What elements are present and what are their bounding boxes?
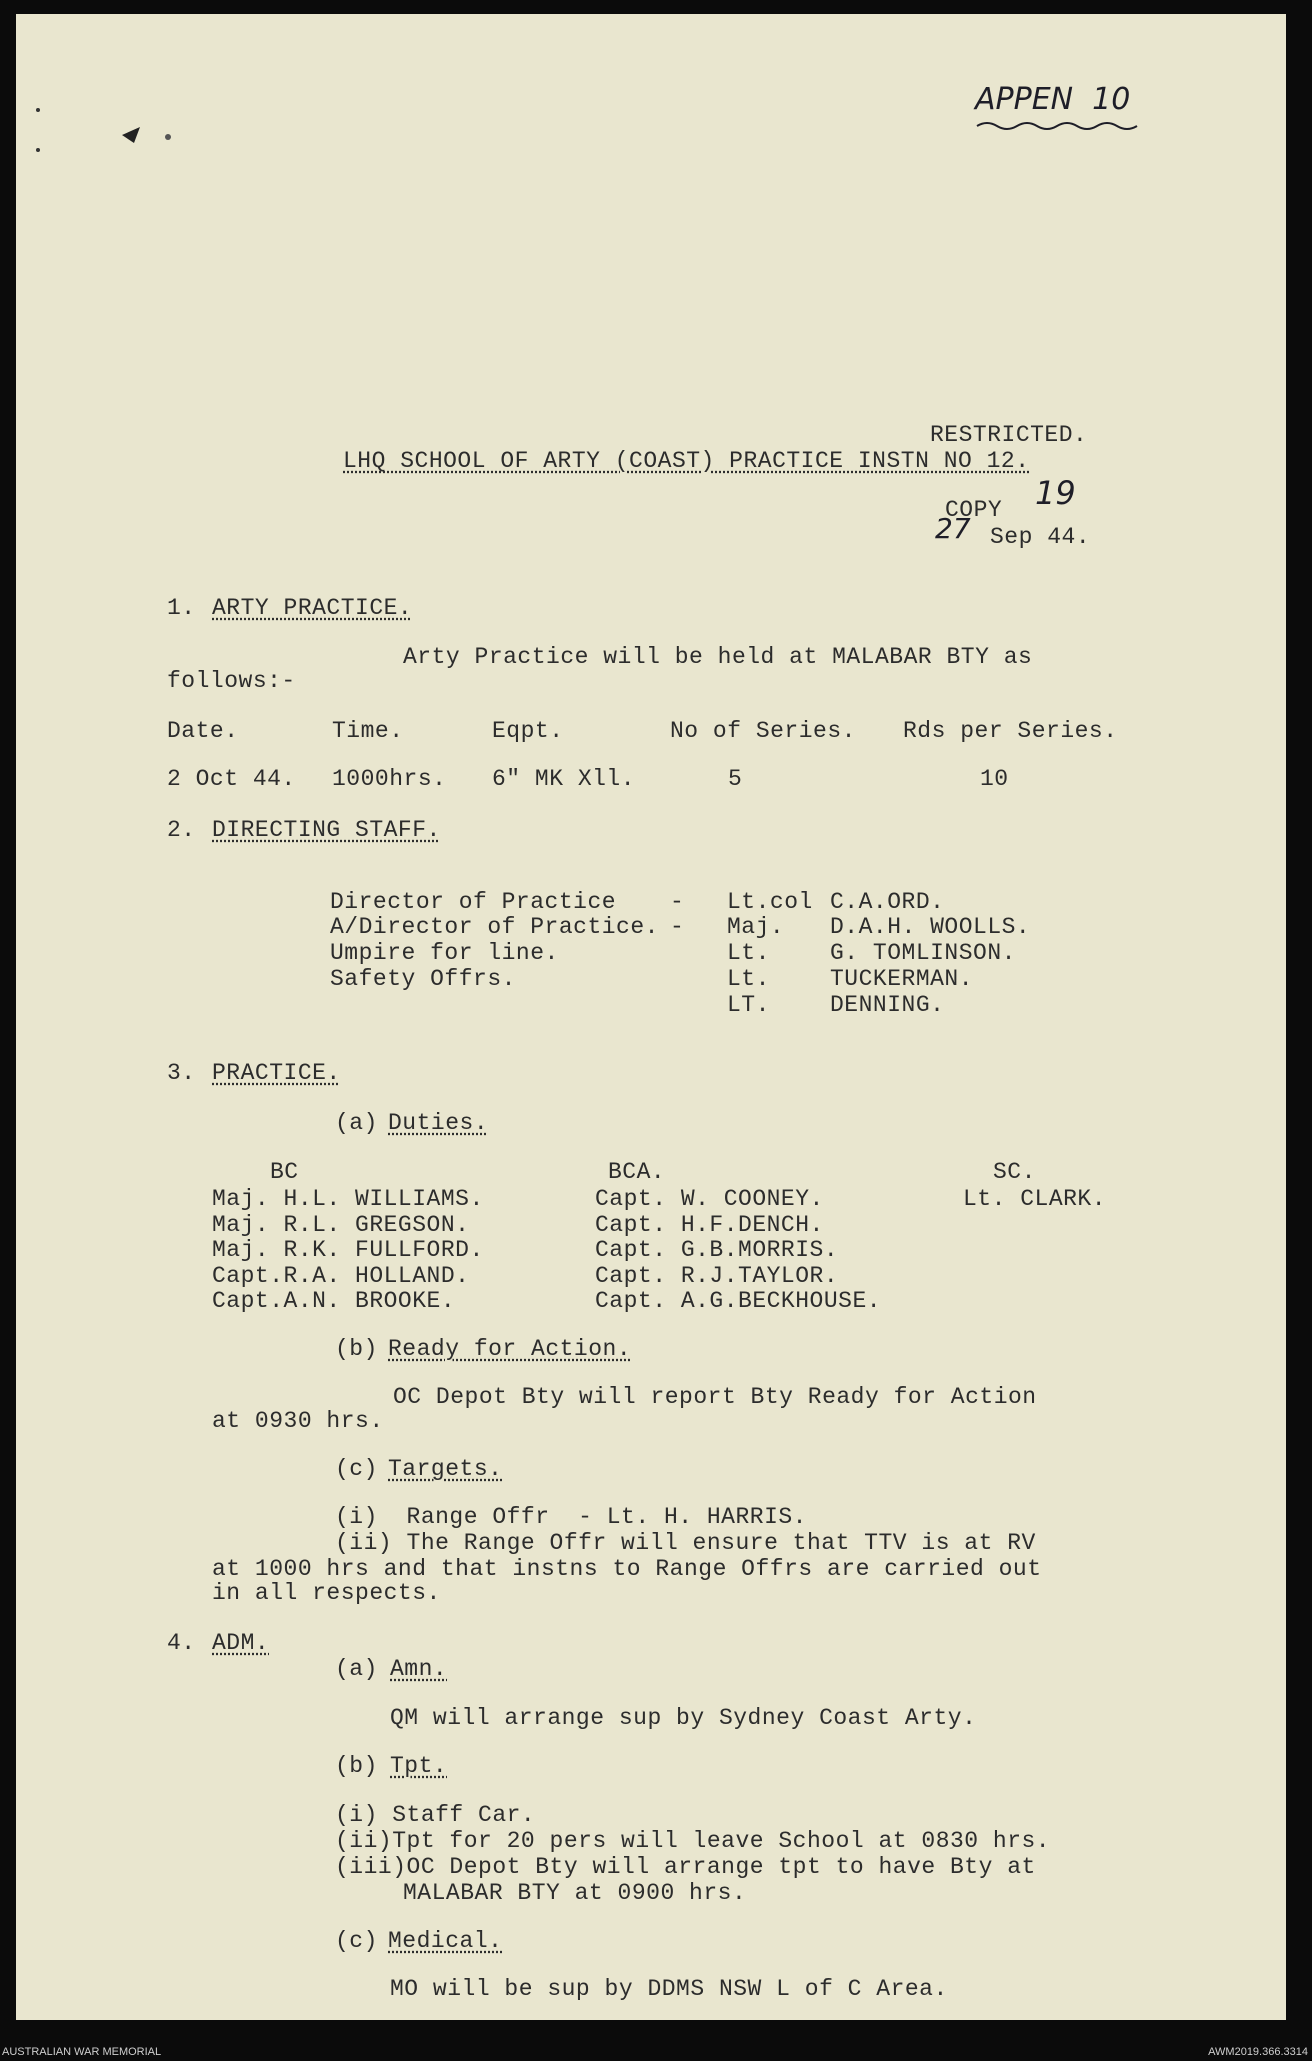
section-number: 3.: [167, 1060, 196, 1086]
section-heading: DIRECTING STAFF.: [212, 817, 441, 843]
subsection-label: (c): [335, 1928, 378, 1954]
tpt-item: (iii)OC Depot Bty will arrange tpt to have Bty at: [335, 1854, 1036, 1880]
staff-sep: -: [670, 914, 685, 940]
subsection-heading: Medical.: [388, 1928, 503, 1954]
staff-rank: Lt.: [727, 940, 770, 966]
cell-time: 1000hrs.: [332, 766, 447, 792]
bc-officer: Maj. H.L. WILLIAMS.: [212, 1186, 484, 1212]
handwritten-date-number: 27: [935, 512, 971, 545]
paper-tear-mark: [122, 127, 140, 143]
subsection-heading: Amn.: [390, 1656, 448, 1682]
bc-officer: Capt.A.N. BROOKE.: [212, 1288, 456, 1314]
col-header-eqpt: Eqpt.: [492, 718, 564, 744]
cell-series: 5: [728, 766, 743, 792]
practice-intro-cont: follows:-: [167, 668, 296, 694]
subsection-heading: Targets.: [388, 1456, 503, 1482]
bca-officer: Capt. R.J.TAYLOR.: [595, 1263, 839, 1289]
section-heading: PRACTICE.: [212, 1060, 341, 1086]
cell-date: 2 Oct 44.: [167, 766, 296, 792]
document-date: Sep 44.: [990, 524, 1091, 550]
ready-text-cont: at 0930 hrs.: [212, 1408, 384, 1434]
staff-rank: Lt.: [727, 966, 770, 992]
ready-text: OC Depot Bty will report Bty Ready for Action: [393, 1384, 1037, 1410]
staff-sep: -: [670, 889, 685, 915]
targets-item: (ii) The Range Offr will ensure that TTV is at RV: [335, 1530, 1036, 1556]
binder-marks: [30, 90, 180, 190]
staff-name: TUCKERMAN.: [830, 966, 974, 992]
sc-officer: Lt. CLARK.: [963, 1186, 1107, 1212]
classification-label: RESTRICTED.: [930, 422, 1088, 448]
binder-hole: [36, 148, 40, 152]
targets-item-cont: in all respects.: [212, 1580, 441, 1606]
bc-officer: Capt.R.A. HOLLAND.: [212, 1263, 470, 1289]
copy-label: COPY: [945, 497, 1003, 523]
subsection-label: (b): [335, 1336, 378, 1362]
handwritten-appendix: APPEN 10: [975, 82, 1131, 117]
section-number: 4.: [167, 1630, 196, 1656]
archive-reference: AWM2019.366.3314: [1208, 2046, 1308, 2058]
tpt-item: (ii)Tpt for 20 pers will leave School at 0830 hrs.: [335, 1828, 1051, 1854]
subsection-label: (a): [335, 1110, 378, 1136]
col-header-series: No of Series.: [670, 718, 856, 744]
bc-officer: Maj. R.K. FULLFORD.: [212, 1237, 484, 1263]
archive-credit: AUSTRALIAN WAR MEMORIAL: [2, 2046, 162, 2058]
staff-role: Umpire for line.: [330, 940, 559, 966]
cell-rds: 10: [980, 766, 1009, 792]
practice-intro: Arty Practice will be held at MALABAR BTY as: [403, 644, 1033, 670]
col-header-date: Date.: [167, 718, 239, 744]
binder-hole: [165, 134, 171, 140]
handwritten-copy-number: 19: [1035, 474, 1076, 512]
duties-col-bc: BC: [270, 1159, 299, 1185]
staff-name: C.A.ORD.: [830, 889, 945, 915]
bca-officer: Capt. A.G.BECKHOUSE.: [595, 1288, 882, 1314]
staff-role: Director of Practice: [330, 889, 617, 915]
duties-col-sc: SC.: [993, 1159, 1036, 1185]
col-header-rds: Rds per Series.: [903, 718, 1118, 744]
section-heading: ARTY PRACTICE.: [212, 595, 413, 621]
staff-rank: LT.: [727, 992, 770, 1018]
binder-hole: [36, 108, 40, 112]
staff-rank: Maj.: [727, 914, 785, 940]
staff-role: Safety Offrs.: [330, 966, 516, 992]
staff-rank: Lt.col: [727, 889, 813, 915]
tpt-item-cont: MALABAR BTY at 0900 hrs.: [403, 1880, 747, 1906]
targets-item-cont: at 1000 hrs and that instns to Range Offrs are carried out: [212, 1556, 1042, 1582]
staff-name: G. TOMLINSON.: [830, 940, 1016, 966]
subsection-label: (c): [335, 1456, 378, 1482]
subsection-label: (a): [335, 1656, 378, 1682]
staff-role: A/Director of Practice.: [330, 914, 659, 940]
bca-officer: Capt. G.B.MORRIS.: [595, 1237, 839, 1263]
document-title: LHQ SCHOOL OF ARTY (COAST) PRACTICE INSTN NO 12.: [343, 448, 1030, 474]
subsection-heading: Tpt.: [390, 1753, 448, 1779]
section-number: 2.: [167, 817, 196, 843]
staff-name: D.A.H. WOOLLS.: [830, 914, 1031, 940]
section-number: 1.: [167, 595, 196, 621]
medical-text: MO will be sup by DDMS NSW L of C Area.: [390, 1976, 948, 2002]
subsection-heading: Ready for Action.: [388, 1336, 632, 1362]
amn-text: QM will arrange sup by Sydney Coast Arty.: [390, 1705, 977, 1731]
cell-eqpt: 6" MK Xll.: [492, 766, 636, 792]
handwritten-underline: [975, 118, 1145, 134]
subsection-label: (b): [335, 1753, 378, 1779]
staff-name: DENNING.: [830, 992, 945, 1018]
duties-col-bca: BCA.: [608, 1159, 666, 1185]
section-heading: ADM.: [212, 1630, 270, 1656]
bca-officer: Capt. H.F.DENCH.: [595, 1212, 824, 1238]
bc-officer: Maj. R.L. GREGSON.: [212, 1212, 470, 1238]
col-header-time: Time.: [332, 718, 404, 744]
tpt-item: (i) Staff Car.: [335, 1802, 536, 1828]
targets-item: (i) Range Offr - Lt. H. HARRIS.: [335, 1504, 807, 1530]
bca-officer: Capt. W. COONEY.: [595, 1186, 824, 1212]
subsection-heading: Duties.: [388, 1110, 489, 1136]
